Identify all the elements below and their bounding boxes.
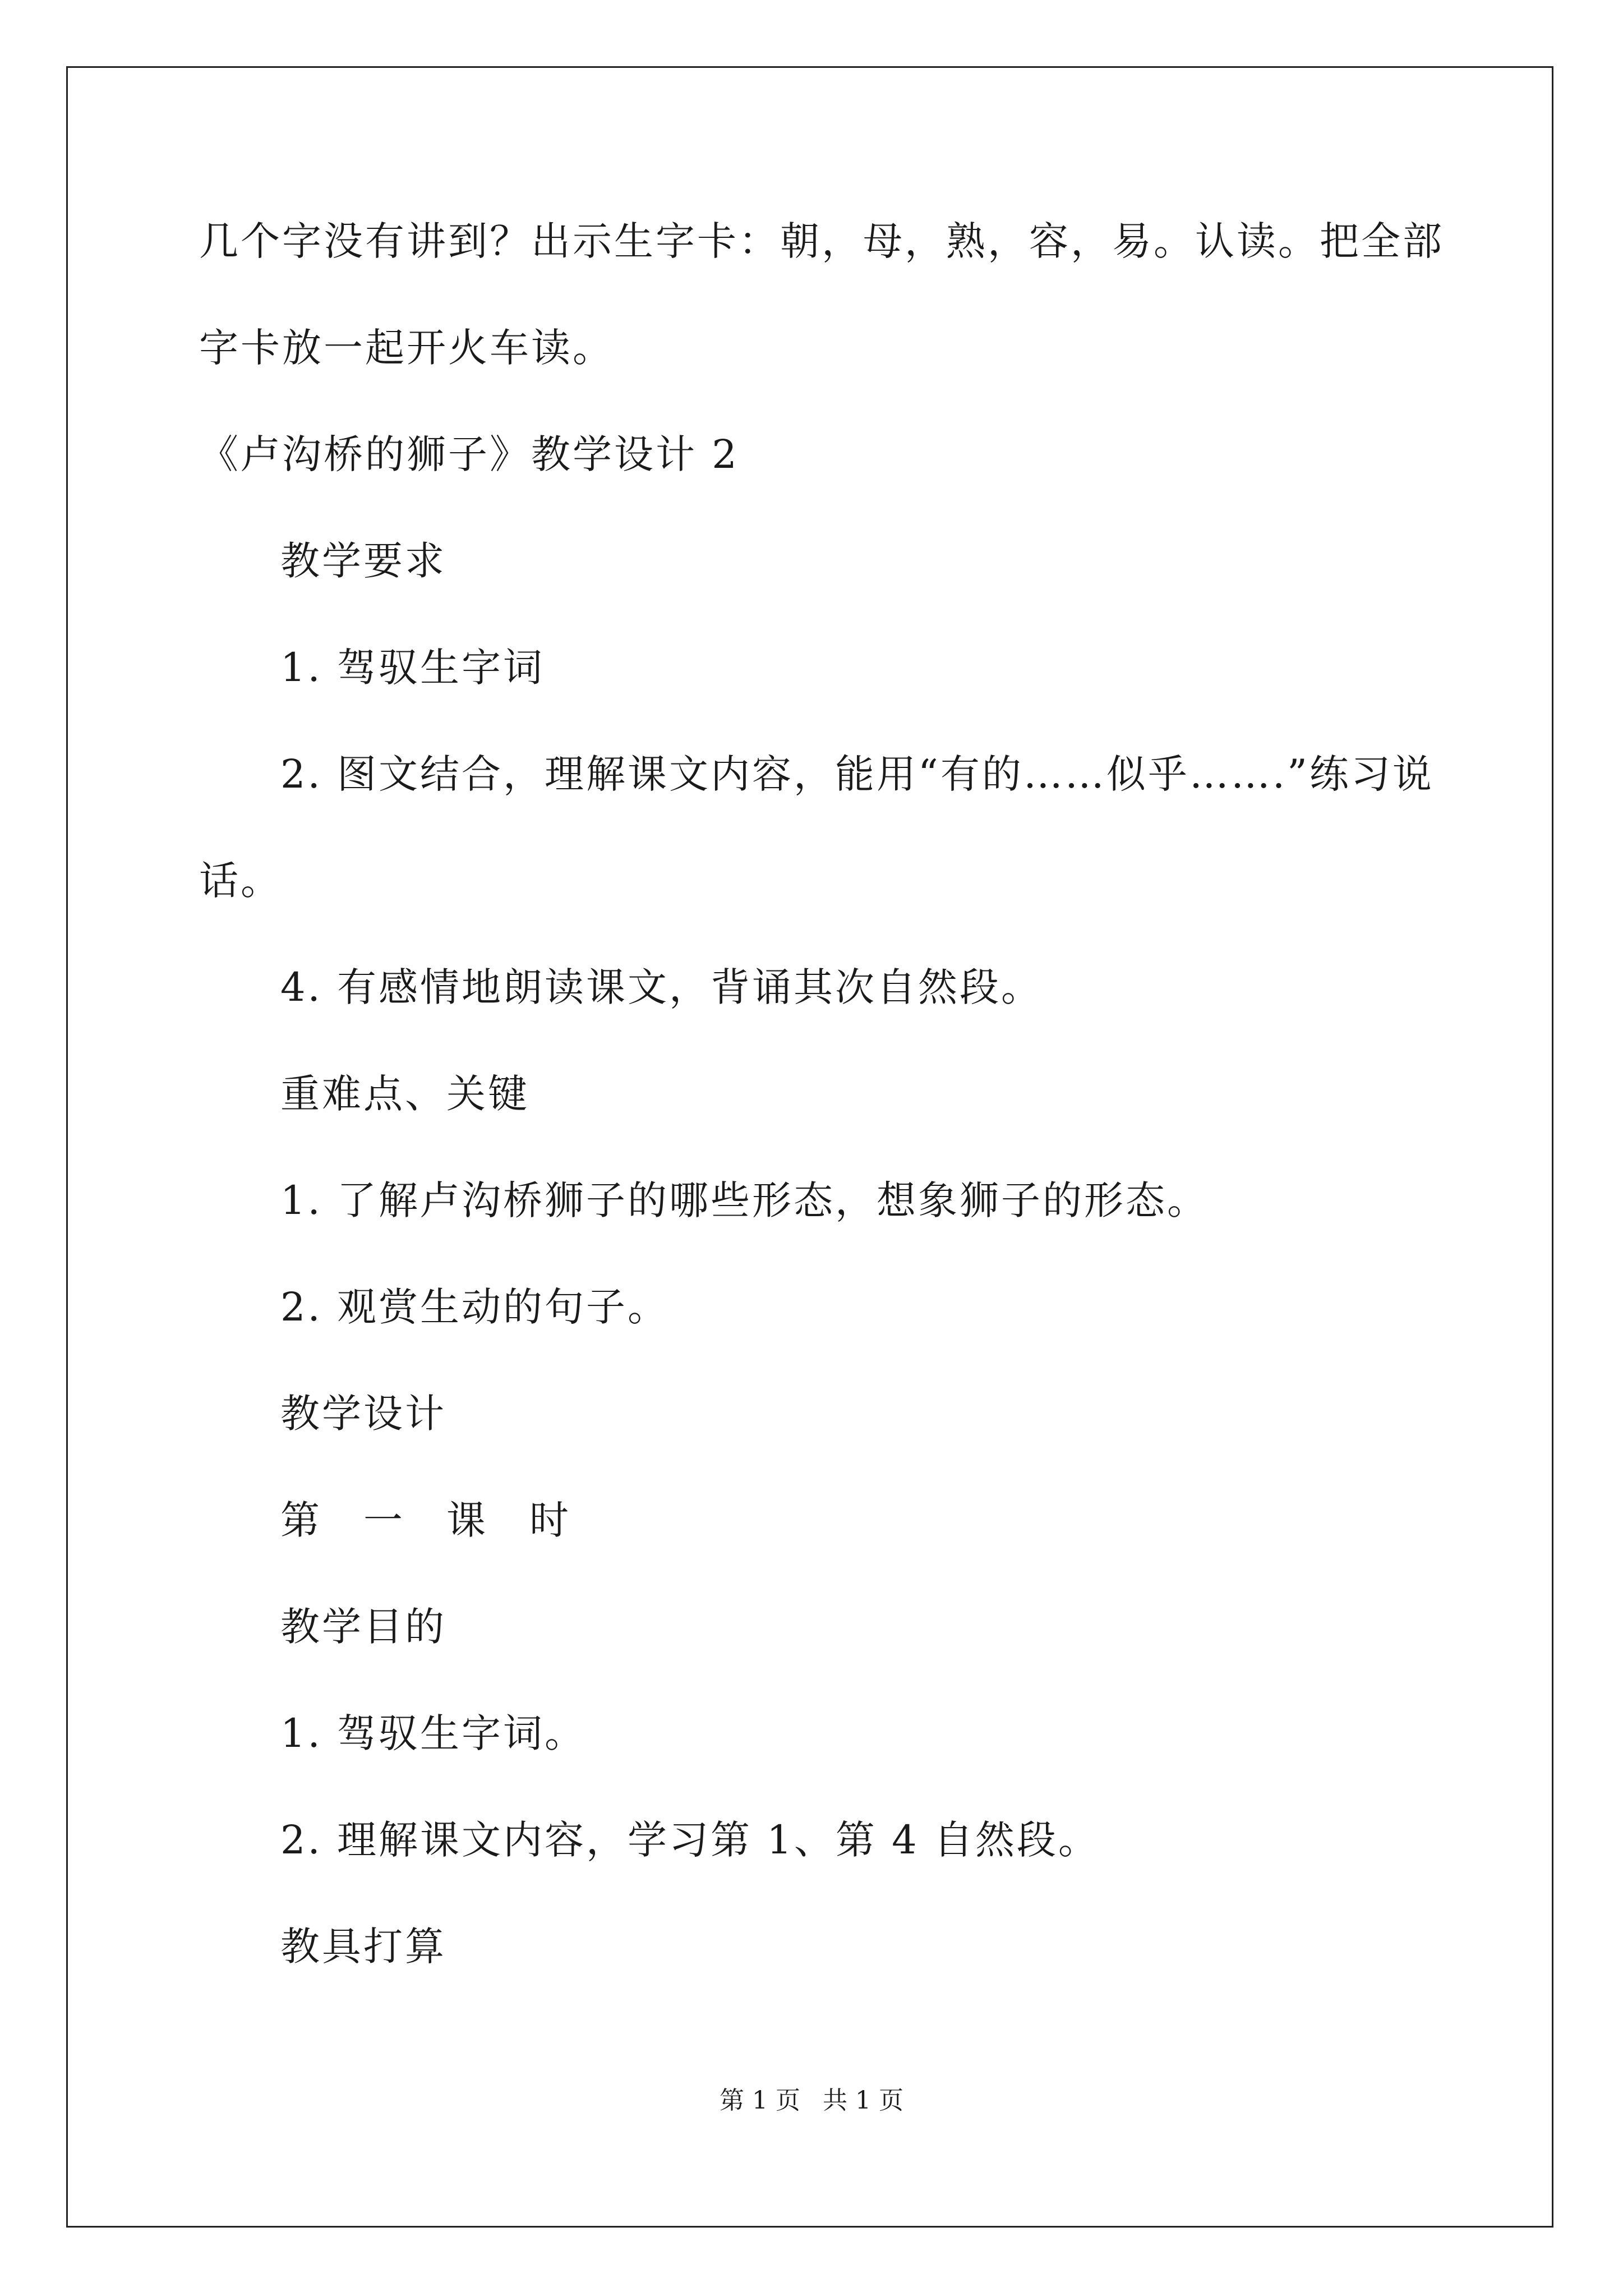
list-item: 2. 理解课文内容，学习第 1、第 4 自然段。: [280, 1817, 1100, 1863]
heading-teaching-requirements: 教学要求: [280, 538, 446, 584]
section-title: 《卢沟桥的狮子》教学设计 2: [199, 431, 739, 477]
list-item: 1. 了解卢沟桥狮子的哪些形态，想象狮子的形态。: [280, 1177, 1209, 1223]
page-frame: [66, 66, 1553, 2228]
list-item: 4. 有感情地朗读课文，背诵其次自然段。: [280, 964, 1043, 1010]
page-total: 共 1 页: [823, 2086, 903, 2115]
page-number: 第 1 页: [720, 2086, 800, 2115]
heading-first-lesson: 第 一 课 时: [280, 1497, 571, 1543]
heading-teaching-aids: 教具打算: [280, 1924, 446, 1970]
list-item: 1. 驾驭生字词。: [280, 1710, 587, 1756]
paragraph-line: 几个字没有讲到？出示生字卡：朝，母，熟，容，易。认读。把全部: [199, 218, 1444, 264]
heading-teaching-design: 教学设计: [280, 1391, 446, 1437]
list-item: 2. 图文结合，理解课文内容，能用“有的……似乎…….”练习说: [280, 751, 1434, 797]
page-footer: [0, 2084, 1623, 2118]
list-item: 2. 观赏生动的句子。: [280, 1284, 670, 1330]
heading-teaching-objectives: 教学目的: [280, 1604, 446, 1650]
list-item-continuation: 话。: [199, 858, 282, 904]
paragraph-line: 字卡放一起开火车读。: [199, 325, 614, 371]
heading-key-points: 重难点、关键: [280, 1071, 529, 1117]
list-item: 1. 驾驭生字词: [280, 645, 545, 691]
